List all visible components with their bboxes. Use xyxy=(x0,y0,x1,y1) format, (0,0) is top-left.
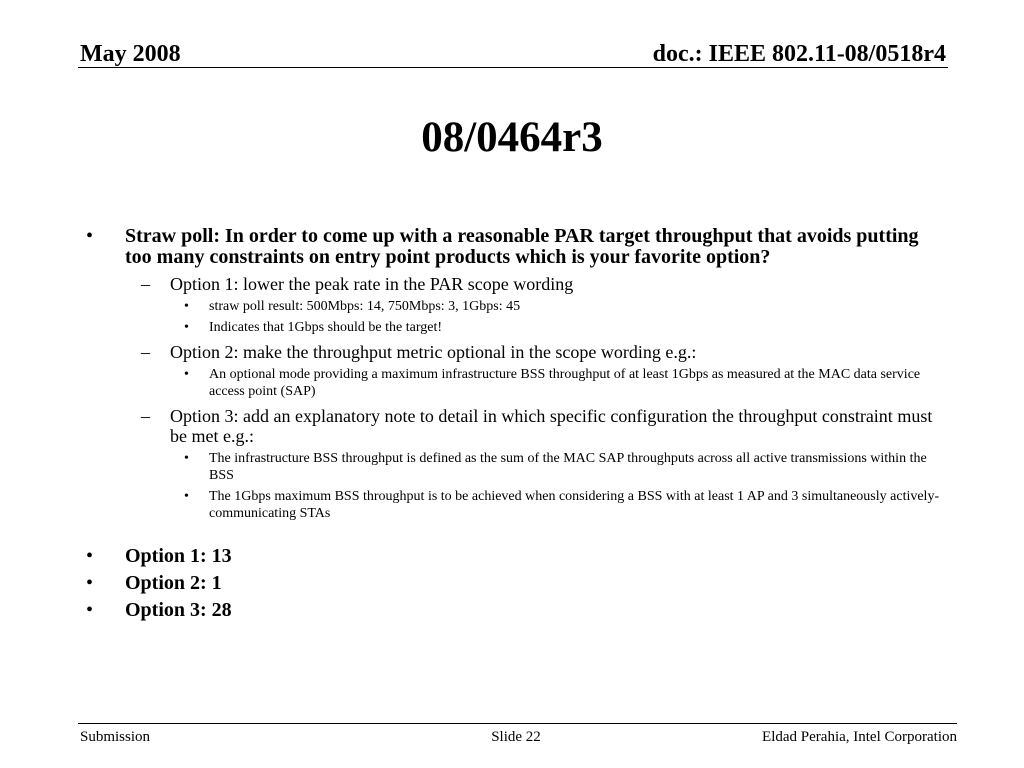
option1-sub-text: Indicates that 1Gbps should be the target! xyxy=(209,320,443,335)
bullet-result xyxy=(86,600,944,621)
option2-sub-text: An optional mode providing a maximum infrastructure BSS throughput of at least 1Gbps as measured at the MAC data service access point (SAP) xyxy=(209,367,921,399)
footer-author: Eldad Perahia, Intel Corporation xyxy=(762,729,957,745)
option3-sub-text: The 1Gbps maximum BSS throughput is to be achieved when considering a BSS with at least 1 AP and 3 simultaneously actively-communicating STAs xyxy=(209,489,940,521)
bullet-glyph: • xyxy=(86,225,94,247)
bullet-result xyxy=(86,546,944,567)
dash-glyph: – xyxy=(141,342,150,362)
footer-rule xyxy=(78,723,957,724)
slide-body xyxy=(86,226,944,621)
bullet-glyph: • xyxy=(86,599,94,621)
bullet-straw-poll xyxy=(86,226,944,268)
option1-text: Option 1: lower the peak rate in the PAR scope wording xyxy=(170,274,574,294)
option1-sub-text: straw poll result: 500Mbps: 14, 750Mbps: 3, 1Gbps: 45 xyxy=(209,299,521,314)
bullet-option1-sub xyxy=(86,319,944,336)
slide-title: 08/0464r3 xyxy=(421,114,603,161)
bullet-glyph: • xyxy=(184,489,189,504)
footer-slide-number: Slide 22 xyxy=(491,729,541,745)
header-doc-id: doc.: IEEE 802.11-08/0518r4 xyxy=(652,41,946,67)
bullet-option1-sub xyxy=(86,298,944,315)
footer-submission: Submission xyxy=(80,729,151,745)
bullet-result xyxy=(86,573,944,594)
result-text: Option 1: 13 xyxy=(125,545,232,567)
bullet-glyph: • xyxy=(86,572,94,594)
bullet-option3-sub xyxy=(86,450,944,484)
result-text: Option 3: 28 xyxy=(125,599,232,621)
dash-glyph: – xyxy=(141,406,150,426)
bullet-option2-sub xyxy=(86,366,944,400)
header-rule xyxy=(78,67,948,68)
bullet-glyph: • xyxy=(184,299,189,314)
straw-poll-text: Straw poll: In order to come up with a reasonable PAR target throughput that avoids putting too many constraints on entry point products which is your favorite option? xyxy=(125,225,919,268)
header-date: May 2008 xyxy=(80,41,181,67)
dash-glyph: – xyxy=(141,274,150,294)
bullet-glyph: • xyxy=(184,320,189,335)
bullet-option3-sub xyxy=(86,488,944,522)
bullet-glyph: • xyxy=(184,367,189,382)
bullet-option1 xyxy=(86,274,944,294)
bullet-option3 xyxy=(86,406,944,446)
option3-sub-text: The infrastructure BSS throughput is defined as the sum of the MAC SAP throughputs across all active transmissions within the BSS xyxy=(209,451,927,483)
bullet-option2 xyxy=(86,342,944,362)
bullet-glyph: • xyxy=(184,451,189,466)
option2-text: Option 2: make the throughput metric optional in the scope wording e.g.: xyxy=(170,342,697,362)
option3-text: Option 3: add an explanatory note to detail in which specific configuration the throughput constraint must be met e.g.: xyxy=(170,406,933,446)
bullet-glyph: • xyxy=(86,545,94,567)
result-text: Option 2: 1 xyxy=(125,572,222,594)
spacer xyxy=(86,522,944,540)
